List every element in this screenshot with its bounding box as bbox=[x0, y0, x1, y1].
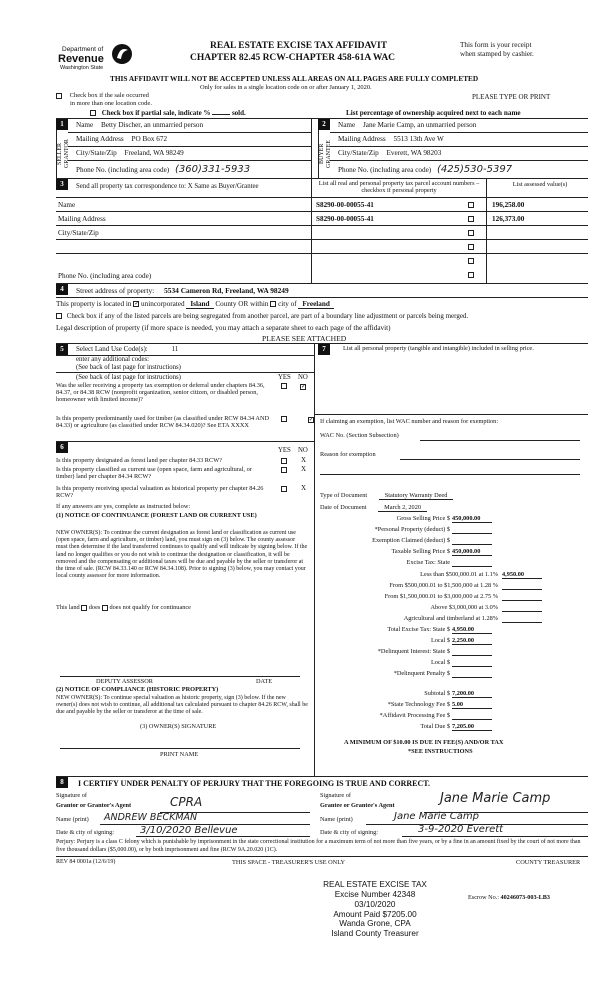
s6-any-yes: If any answers are yes, complete as instructed below: bbox=[56, 503, 191, 510]
segregated-label: Check box if any of the listed parcels are being segregated from another parcel, are part of a boundary line adjustment or parcels being merged. bbox=[66, 312, 469, 320]
tax-row-value[interactable] bbox=[502, 615, 542, 623]
multi-location-label-2: in more than one location code. bbox=[70, 100, 152, 107]
seller-mail-row bbox=[76, 135, 167, 143]
s6-q3-no[interactable]: X bbox=[301, 484, 307, 492]
s6-q2-yes[interactable] bbox=[281, 467, 287, 473]
tax-row-value[interactable]: 450,000.00 bbox=[452, 515, 492, 523]
grantor-sig-of: Signature of bbox=[56, 792, 87, 799]
s6-question-2: Is this property classified as current use (open space, farm and agricultural, or timber) land per chapter 84.34 RCW? bbox=[56, 466, 252, 481]
s6-question-3: Is this property receiving special valuation as historical property per chapter 84.26 RCW? bbox=[56, 485, 264, 500]
deputy-assessor: DEPUTY ASSESSOR bbox=[96, 678, 153, 685]
buyer-city[interactable]: Everett, WA 98203 bbox=[386, 149, 442, 157]
tax-row-label: Local $ bbox=[430, 659, 450, 667]
grantor-signature[interactable]: CPRA bbox=[170, 795, 203, 809]
tax-row-label: *Delinquent Penalty $ bbox=[393, 670, 450, 678]
parcel-2-personal-checkbox[interactable] bbox=[468, 216, 474, 222]
street-row bbox=[76, 287, 289, 296]
tax-row-value[interactable] bbox=[452, 670, 492, 678]
parcel-2[interactable]: S8290-00-00055-41 bbox=[316, 215, 374, 223]
multi-location-checkbox[interactable] bbox=[56, 93, 62, 99]
notice-1-body: NEW OWNER(S): To continue the current designation as forest land or classification as current use (open space, farm and agriculture, or timber) land, you must sign on (3) below. The county assessor must then determine if the land transferred continues to qualify and will indicate by signing below. If the land no longer qualifies or you do not wish to continue the designation or classification, it will be removed and the compensating or additional taxes will be due and payable by the seller or transferor at the time of sale. (RCW 84.33.140 or RCW 84.34.108). Prior to signing (3) below, you may contact your local county assessor for more information. bbox=[56, 530, 308, 580]
s6-q1-no[interactable]: X bbox=[301, 456, 307, 464]
tax-row-value[interactable] bbox=[502, 582, 542, 590]
city-of-label: city of bbox=[278, 300, 297, 308]
tax-row-value[interactable] bbox=[452, 648, 492, 656]
tax-row-value[interactable] bbox=[452, 712, 492, 720]
tax-row-label: Subtotal $ bbox=[424, 689, 450, 697]
escrow-label: Escrow No.: bbox=[468, 894, 499, 901]
tax-row-value[interactable]: 7,205.00 bbox=[452, 723, 492, 731]
grantor-print-name[interactable]: ANDREW BECKMAN bbox=[104, 812, 198, 823]
city-checkbox[interactable] bbox=[270, 301, 276, 307]
partial-sale-sold: sold. bbox=[231, 109, 246, 117]
rev-number: REV 84 0001a (12/6/19) bbox=[56, 859, 116, 865]
receipt-line-5: Wanda Grone, CPA bbox=[339, 919, 411, 929]
tax-row-value[interactable] bbox=[452, 526, 492, 534]
buyer-name[interactable]: Jane Marie Camp, an unmarried person bbox=[362, 121, 477, 129]
seller-name-row bbox=[76, 121, 308, 129]
section-1-badge: 1 bbox=[56, 119, 68, 130]
s5-question-2: Is this property predominantly used for timber (as classified under RCW 84.34 AND 84.33) or agriculture (as classified under RCW 84.34.020)? See ETA XXXX bbox=[56, 415, 270, 430]
assessed-header: List assessed value(s) bbox=[512, 181, 568, 188]
buyer-phone-label: Phone No. (including area code) bbox=[338, 166, 432, 174]
tax-row-value[interactable] bbox=[452, 537, 492, 545]
buyer-mail-row bbox=[338, 135, 444, 143]
partial-sale-percent[interactable] bbox=[212, 108, 230, 115]
s3-name-label: Name bbox=[58, 201, 76, 209]
tax-row-label: *Delinquent Interest: State $ bbox=[377, 648, 450, 656]
reason-label: Reason for exemption bbox=[320, 451, 376, 458]
form-title-1: REAL ESTATE EXCISE TAX AFFIDAVIT bbox=[210, 41, 388, 51]
seller-name-label: Name bbox=[76, 121, 94, 129]
warning-text: THIS AFFIDAVIT WILL NOT BE ACCEPTED UNLESS ALL AREAS ON ALL PAGES ARE FULLY COMPLETED bbox=[110, 74, 479, 83]
land-use-label: Select Land Use Code(s): bbox=[76, 345, 148, 353]
grantee-signature[interactable]: Jane Marie Camp bbox=[440, 791, 551, 806]
s5-q1-no[interactable]: ✓ bbox=[301, 384, 307, 391]
grantor-name-label: Name (print) bbox=[56, 816, 89, 823]
tax-row-value[interactable] bbox=[502, 593, 542, 601]
tax-row-label: Above $3,000,000 at 3.0% bbox=[430, 603, 498, 611]
grantee-name-label: Name (print) bbox=[320, 816, 353, 823]
does-not-label: does not bbox=[109, 604, 131, 611]
s5-q1-yes[interactable] bbox=[281, 383, 287, 389]
s6-yes: YES bbox=[278, 447, 291, 454]
partial-sale-row bbox=[90, 108, 246, 117]
land-does-label: This land bbox=[56, 604, 80, 611]
parcel-5-personal-checkbox[interactable] bbox=[468, 258, 474, 264]
tax-row-label: *State Technology Fee $ bbox=[387, 700, 450, 708]
grantor-date-city[interactable]: 3/10/2020 Bellevue bbox=[140, 825, 238, 836]
continuance-row bbox=[56, 604, 191, 611]
receipt-line-6: Island County Treasurer bbox=[331, 929, 419, 939]
tax-row-label: *Affidavit Processing Fee $ bbox=[379, 711, 450, 719]
section-5-badge: 5 bbox=[56, 344, 68, 355]
tax-row-label: Gross Selling Price $ bbox=[396, 515, 450, 522]
seller-phone-label: Phone No. (including area code) bbox=[76, 166, 170, 174]
buyer-name-row bbox=[338, 121, 476, 129]
seller-city-row bbox=[76, 149, 184, 157]
additional-codes: enter any additional codes: bbox=[76, 356, 150, 363]
s5-no: NO bbox=[298, 374, 308, 381]
grantee-print-name[interactable]: Jane Marie Camp bbox=[394, 811, 479, 822]
tax-row-label: Excise Tax: State bbox=[406, 559, 450, 567]
tax-row-label: Total Excise Tax: State $ bbox=[387, 626, 450, 633]
see-attached: PLEASE SEE ATTACHED bbox=[262, 334, 347, 343]
partial-sale-checkbox[interactable] bbox=[90, 110, 96, 116]
receipt-stamp bbox=[300, 880, 450, 939]
s5-q2-no[interactable]: ✓ bbox=[308, 417, 314, 424]
deputy-date: DATE bbox=[256, 678, 273, 685]
grantor-agent-label: Grantor or Grantor's Agent bbox=[56, 802, 132, 809]
dor-logo bbox=[52, 42, 132, 72]
personal-property-label: List all personal property (tangible and intangible) included in selling price. bbox=[343, 345, 534, 352]
tax-row-value[interactable]: 4,950.00 bbox=[502, 571, 542, 579]
does-not-checkbox[interactable] bbox=[102, 605, 108, 611]
section-3-badge: 3 bbox=[56, 179, 68, 190]
certify-text: I CERTIFY UNDER PENALTY OF PERJURY THAT THE FOREGOING IS TRUE AND CORRECT. bbox=[78, 779, 431, 788]
multi-location-row bbox=[56, 92, 149, 99]
parcel-1-personal-checkbox[interactable] bbox=[468, 202, 474, 208]
does-label: does bbox=[88, 604, 101, 611]
street-label: Street address of property: bbox=[76, 286, 155, 295]
segregated-checkbox[interactable] bbox=[56, 313, 62, 319]
form-title-2: CHAPTER 82.45 RCW-CHAPTER 458-61A WAC bbox=[190, 53, 396, 63]
multi-location-label-1: Check box if the sale occurred bbox=[69, 92, 149, 99]
receipt-line-2: Excise Number 42348 bbox=[334, 889, 416, 899]
s5-question-1: Was the seller receiving a property tax exemption or deferral under chapters 84.36, 84.37, or 84.38 RCW (nonprofit organization, senior citizen, or disabled person, homeowner with limited income)? bbox=[56, 382, 265, 404]
grantee-sig-of: Signature of bbox=[320, 792, 351, 799]
doc-type-label: Type of Document bbox=[320, 492, 368, 499]
receipt-line-1: REAL ESTATE EXCISE TAX bbox=[323, 880, 427, 889]
tax-row-label: From $500,000.01 to $1,500,000 at 1.28 % bbox=[389, 581, 498, 589]
tax-row-label: Total Due $ bbox=[420, 722, 450, 730]
tax-row-value[interactable]: 2,250.00 bbox=[452, 637, 492, 645]
s6-q3-yes[interactable] bbox=[281, 486, 287, 492]
doc-date[interactable]: March 2, 2020 bbox=[378, 504, 427, 512]
receipt-note-1: This form is your receipt bbox=[460, 41, 532, 49]
county-or-label: County OR within bbox=[215, 300, 269, 308]
tax-row-value[interactable] bbox=[452, 559, 492, 567]
s6-no: NO bbox=[298, 447, 308, 454]
s6-question-1: Is this property designated as forest land per chapter 84.33 RCW? bbox=[56, 457, 222, 464]
does-checkbox[interactable] bbox=[81, 605, 87, 611]
qualify-label: qualify for continuance bbox=[132, 604, 191, 611]
s6-q1-yes[interactable] bbox=[281, 458, 287, 464]
section-2-badge: 2 bbox=[318, 119, 330, 130]
parcel-3-personal-checkbox[interactable] bbox=[468, 230, 474, 236]
section-7-badge: 7 bbox=[318, 344, 330, 355]
unincorporated-checkbox[interactable]: ✓ bbox=[134, 301, 140, 308]
escrow-row bbox=[468, 894, 550, 901]
value-2[interactable]: 126,373.00 bbox=[492, 215, 525, 223]
doc-date-label: Date of Document bbox=[320, 504, 367, 511]
buyer-mail[interactable]: 5513 13th Ave W bbox=[393, 135, 444, 143]
minimum-note: A MINIMUM OF $10.00 IS DUE IN FEE(S) AND/OR TAX bbox=[344, 739, 504, 746]
value-1[interactable]: 196,258.00 bbox=[492, 201, 525, 209]
tax-row-label: *Personal Property (deduct) $ bbox=[374, 526, 450, 534]
see-back-1: (See back of last page for instructions) bbox=[76, 364, 181, 371]
see-instructions: *SEE INSTRUCTIONS bbox=[408, 748, 473, 755]
grantee-agent-label: Grantee or Grantee's Agent bbox=[320, 802, 395, 809]
grantee-date-label: Date & city of signing: bbox=[320, 829, 379, 836]
s3-phone-label: Phone No. (including area code) bbox=[58, 272, 152, 280]
buyer-phone[interactable]: (425)530-5397 bbox=[437, 164, 513, 175]
tax-row-label: Local $ bbox=[430, 637, 450, 645]
partial-sale-label: Check box if partial sale, indicate % bbox=[101, 109, 211, 117]
notice-2-body: NEW OWNER(S): To continue special valuation as historic property, sign (3) below. If the new owner(s) does not wish to continue, all additional tax calculated pursuant to chapter 84.26 RCW, shall be due and payable by the seller or transferor at the time of sale. bbox=[56, 695, 308, 716]
owner-signature-label: (3) OWNER(S) SIGNATURE bbox=[140, 723, 217, 730]
receipt-line-3: 03/10/2020 bbox=[354, 899, 396, 909]
see-back-2: (See back of last page for instructions) bbox=[76, 374, 181, 381]
doc-type-row bbox=[320, 492, 453, 499]
grantee-date-city[interactable]: 3-9-2020 Everett bbox=[418, 824, 504, 835]
s5-q2-yes[interactable] bbox=[281, 416, 287, 422]
doc-date-row bbox=[320, 504, 427, 511]
correspondence-text: Send all property tax correspondence to: X Same as Buyer/Grantee bbox=[76, 183, 259, 190]
tax-row-value[interactable]: 7,200.00 bbox=[452, 690, 492, 698]
receipt-note-2: when stamped by cashier. bbox=[460, 50, 534, 58]
seller-phone[interactable]: (360)331-5933 bbox=[175, 164, 251, 175]
exemption-label: If claiming an exemption, list WAC number and reason for exemption: bbox=[320, 418, 499, 425]
land-use-row bbox=[76, 345, 178, 353]
county-name[interactable]: Island bbox=[186, 300, 213, 309]
s5-yes: YES bbox=[278, 374, 291, 381]
city-name[interactable]: Freeland bbox=[298, 300, 333, 309]
section-8-badge: 8 bbox=[56, 777, 68, 788]
seller-grantor-label: SELLER GRANTOR bbox=[56, 130, 68, 178]
seller-city[interactable]: Freeland, WA 98249 bbox=[124, 149, 184, 157]
print-name-label: PRINT NAME bbox=[160, 751, 199, 758]
wac-label: WAC No. (Section Subsection) bbox=[320, 432, 399, 439]
sales-note: Only for sales in a single location code on or after January 1, 2020. bbox=[200, 84, 372, 91]
treasurer-space: THIS SPACE - TREASURER'S USE ONLY bbox=[232, 859, 345, 866]
unincorporated-label: unincorporated bbox=[141, 300, 185, 308]
buyer-mail-label: Mailing Address bbox=[338, 135, 386, 143]
seller-name[interactable]: Betty Discher, an unmarried person bbox=[100, 121, 204, 129]
grantor-date-label: Date & city of signing: bbox=[56, 829, 115, 836]
legal-description-label: Legal description of property (if more space is needed, you may attach a separate sheet to each page of the affidavit) bbox=[56, 324, 391, 332]
tax-row-label: From $1,500,000.01 to $3,000,000 at 2.75 % bbox=[384, 592, 498, 600]
located-label: This property is located in bbox=[56, 300, 132, 308]
section-4-badge: 4 bbox=[56, 284, 68, 295]
s3-city-label: City/State/Zip bbox=[58, 229, 99, 237]
section-6-badge: 6 bbox=[56, 442, 68, 453]
escrow-number: 40246073-003-LB3 bbox=[500, 894, 550, 901]
segregated-row bbox=[56, 312, 468, 320]
perjury-text: Perjury: Perjury is a class C felony which is punishable by imprisonment in the state correctional institution for a maximum term of not more than five years, or by a fine in an amount fixed by the court of not more than five thousand dollars ($5,000.00), or by both imprisonment and fine (RCW 9A.20.020 (1C). bbox=[56, 839, 581, 853]
tax-row-label: Less than $500,000.01 at 1.1% bbox=[420, 570, 498, 578]
tax-row-value[interactable] bbox=[502, 604, 542, 612]
dept-line1: Department of bbox=[62, 46, 104, 53]
dept-line3: Washington State bbox=[60, 65, 104, 71]
seller-mail-label: Mailing Address bbox=[76, 135, 124, 143]
buyer-name-label: Name bbox=[338, 121, 356, 129]
s3-mail-label: Mailing Address bbox=[58, 215, 106, 223]
s6-q2-no[interactable]: X bbox=[301, 465, 307, 473]
tax-row-label: Agricultural and timberland at 1.28% bbox=[403, 614, 498, 622]
tax-row-value[interactable]: 5.00 bbox=[452, 701, 492, 709]
parcel-6-personal-checkbox[interactable] bbox=[468, 272, 474, 278]
notice-1-title: (1) NOTICE OF CONTINUANCE (FOREST LAND OR CURRENT USE) bbox=[56, 512, 257, 519]
parcel-1[interactable]: S8290-00-00055-41 bbox=[316, 201, 374, 209]
parcel-list-header: List all real and personal property tax parcel account numbers – checkbox if personal property bbox=[318, 180, 480, 195]
land-use-code[interactable]: 11 bbox=[171, 345, 179, 353]
buyer-city-label: City/State/Zip bbox=[338, 149, 379, 157]
seller-mail[interactable]: PO Box 672 bbox=[131, 135, 168, 143]
dept-line2: Revenue bbox=[58, 53, 104, 65]
ownership-note: List percentage of ownership acquired next to each name bbox=[346, 109, 521, 117]
buyer-city-row bbox=[338, 149, 441, 157]
street-address[interactable]: 5534 Cameron Rd, Freeland, WA 98249 bbox=[164, 286, 289, 295]
tax-row-value[interactable]: 4,950.00 bbox=[452, 626, 492, 634]
seller-phone-row bbox=[76, 164, 250, 176]
type-or-print: PLEASE TYPE OR PRINT bbox=[472, 93, 551, 101]
seller-city-label: City/State/Zip bbox=[76, 149, 117, 157]
tax-row-label: Exemption Claimed (deduct) $ bbox=[372, 537, 450, 545]
tax-row-value[interactable]: 450,000.00 bbox=[452, 548, 492, 556]
parcel-4-personal-checkbox[interactable] bbox=[468, 244, 474, 250]
doc-type[interactable]: Statutory Warranty Deed bbox=[379, 492, 454, 500]
receipt-line-4: Amount Paid $7205.00 bbox=[333, 909, 417, 919]
buyer-grantee-label: BUYER GRANTEE bbox=[318, 130, 330, 178]
county-treasurer: COUNTY TREASURER bbox=[516, 859, 581, 866]
location-row bbox=[56, 300, 334, 308]
notice-2-title: (2) NOTICE OF COMPLIANCE (HISTORIC PROPERTY) bbox=[56, 686, 219, 693]
dor-emblem-icon bbox=[110, 42, 134, 66]
tax-row-label: Taxable Selling Price $ bbox=[391, 548, 450, 556]
buyer-phone-row bbox=[338, 164, 512, 176]
tax-row-value[interactable] bbox=[452, 659, 492, 667]
